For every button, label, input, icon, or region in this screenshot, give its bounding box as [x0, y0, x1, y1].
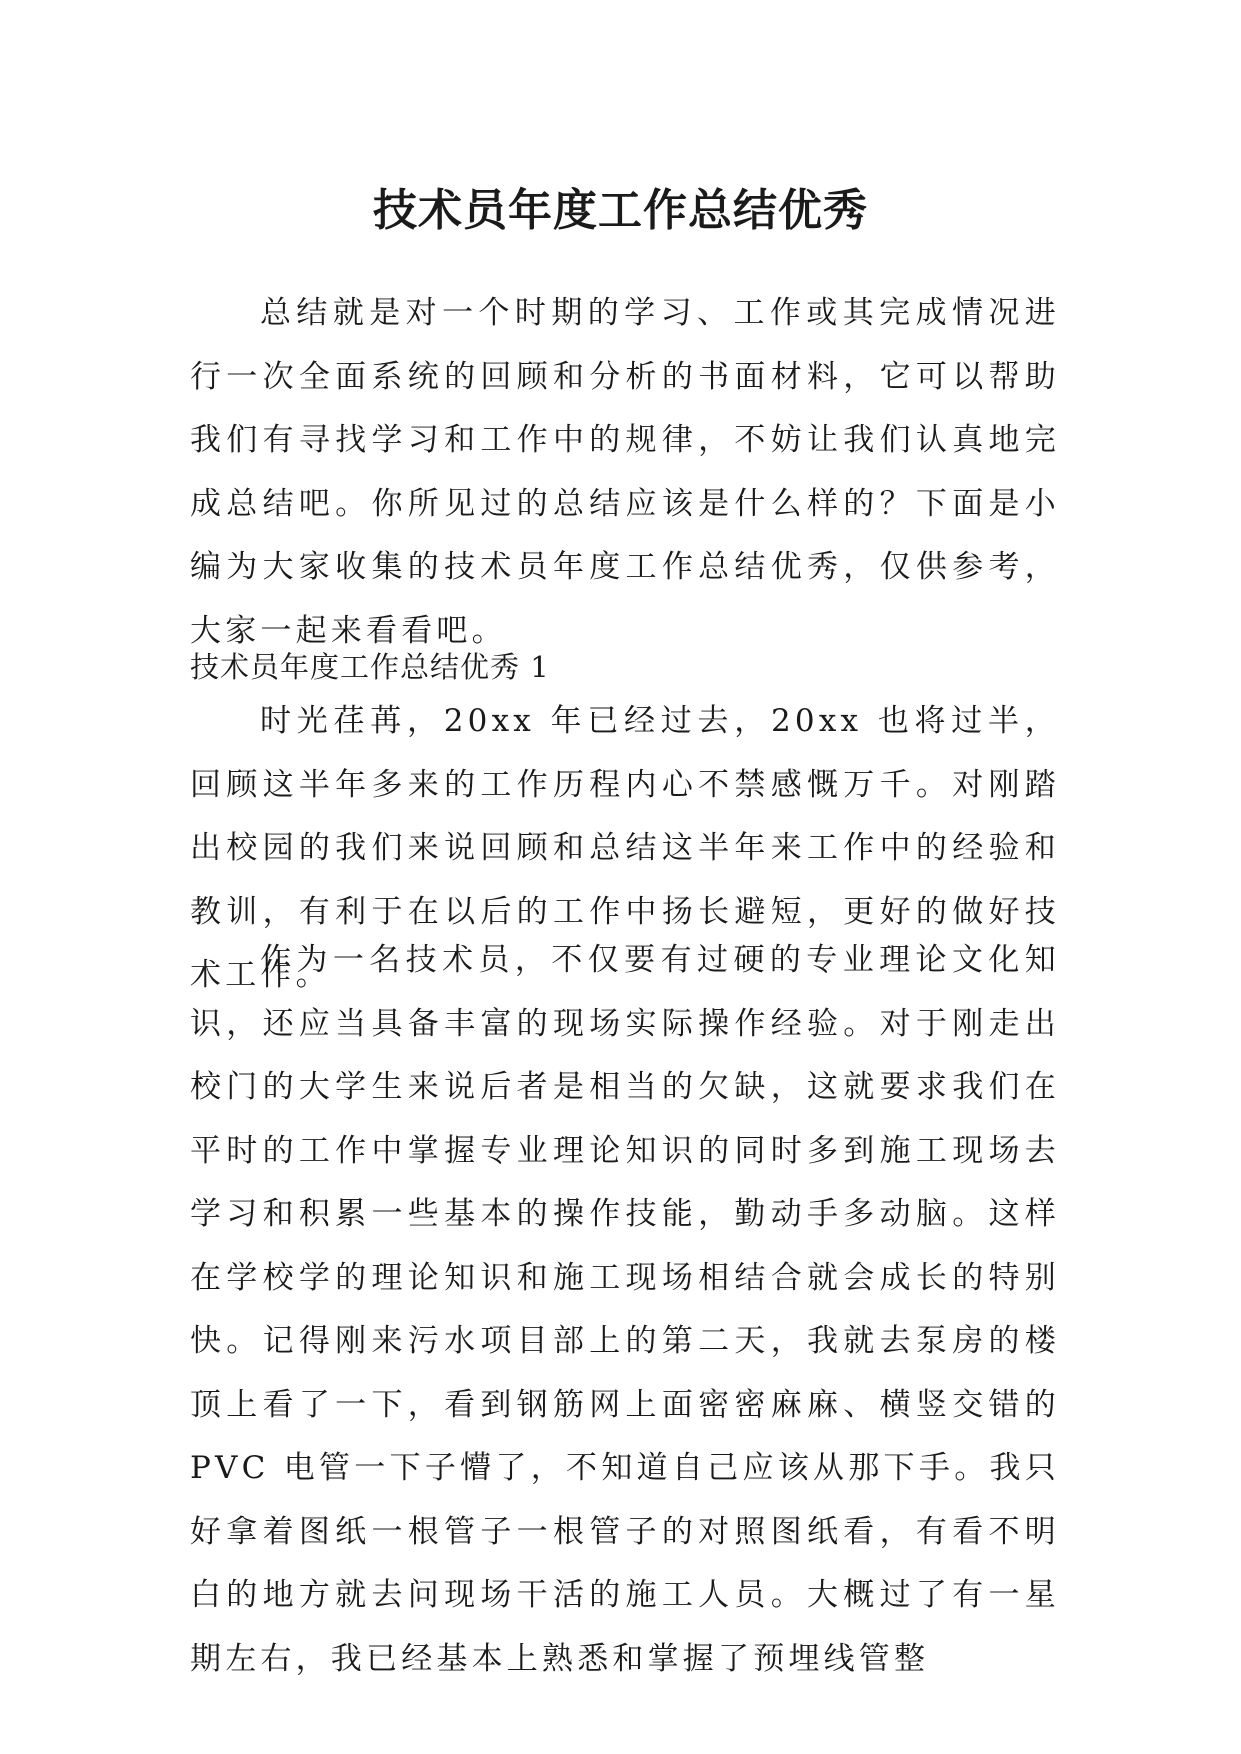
section-heading: 技术员年度工作总结优秀 1	[190, 650, 550, 684]
body-paragraph-1: 时光荏苒，20xx 年已经过去，20xx 也将过半，回顾这半年多来的工作历程内心不禁感慨万千。对刚踏出校园的我们来说回顾和总结这半年来工作中的经验和教训，有利于在以后的工作中扬长避短，更好的做好技术工作。	[190, 703, 1060, 993]
intro-paragraph: 总结就是对一个时期的学习、工作或其完成情况进行一次全面系统的回顾和分析的书面材料，它可以帮助我们有寻找学习和工作中的规律，不妨让我们认真地完成总结吧。你所见过的总结应该是什么样的？下面是小编为大家收集的技术员年度工作总结优秀，仅供参考，大家一起来看看吧。	[190, 295, 1060, 649]
body-paragraph-2: 作为一名技术员，不仅要有过硬的专业理论文化知识，还应当具备丰富的现场实际操作经验。对于刚走出校门的大学生来说后者是相当的欠缺，这就要求我们在平时的工作中掌握专业理论知识的同时多到施工现场去学习和积累一些基本的操作技能，勤动手多动脑。这样在学校学的理论知识和施工现场相结合就会成长的特别快。记得刚来污水项目部上的第二天，我就去泵房的楼顶上看了一下，看到钢筋网上面密密麻麻、横竖交错的 PVC 电管一下子懵了，不知道自己应该从那下手。我只好拿着图纸一根管子一根管子的对照图纸看，有看不明白的地方就去问现场干活的施工人员。大概过了有一星期左右，我已经基本上熟悉和掌握了预埋线管整	[190, 942, 1060, 1677]
document-title: 技术员年度工作总结优秀	[373, 185, 868, 237]
